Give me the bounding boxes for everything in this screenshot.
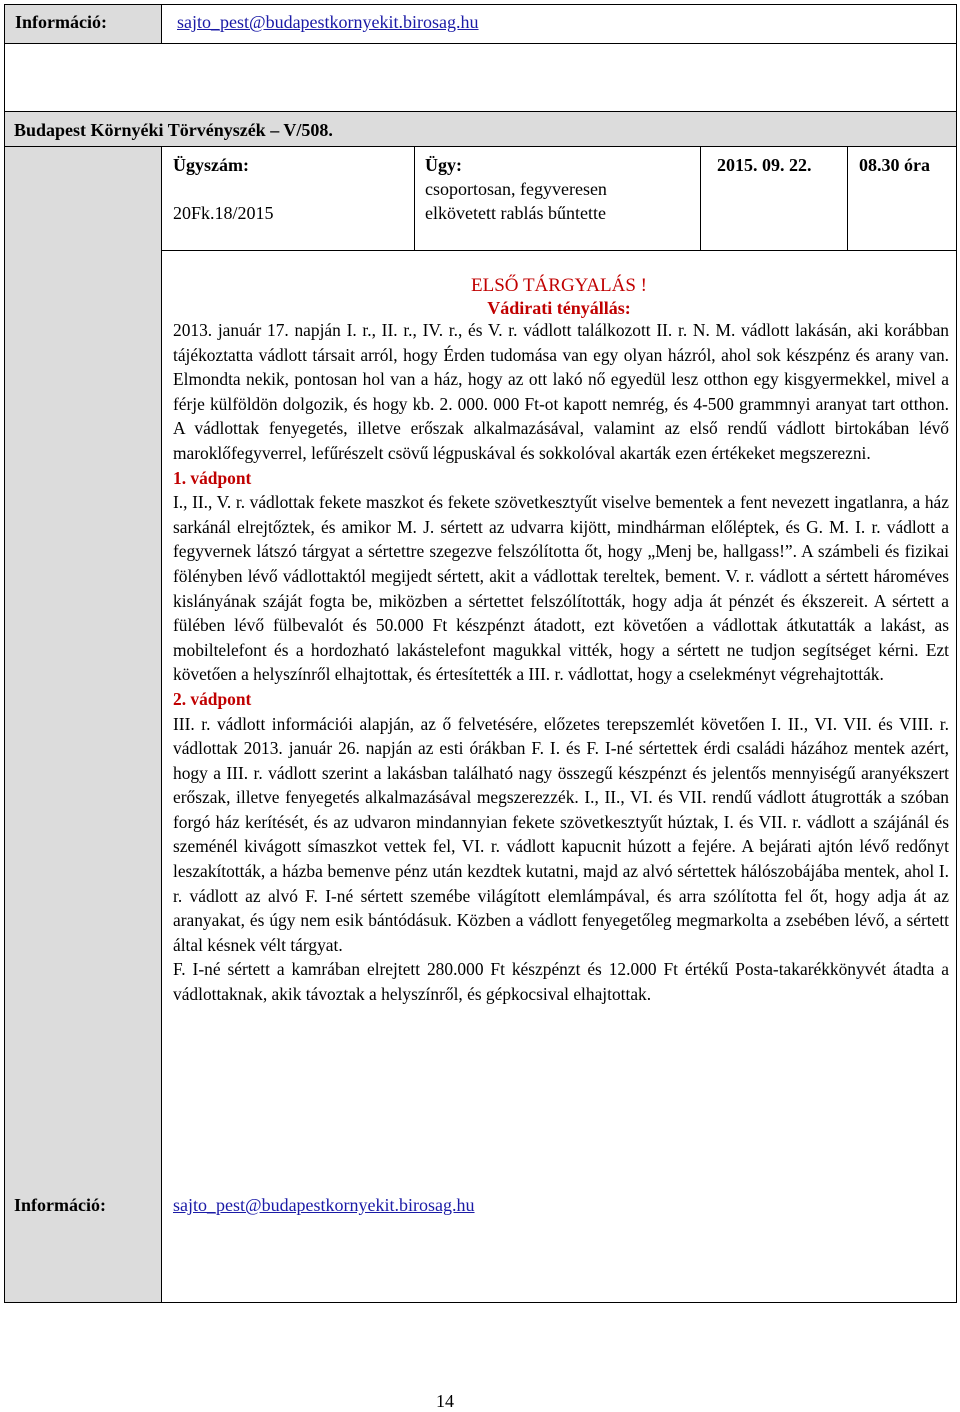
court-name: Budapest Környéki Törvényszék – V/508. bbox=[14, 120, 333, 140]
hearing-date-cell bbox=[701, 147, 848, 251]
top-info-email-cell bbox=[161, 4, 957, 44]
case-subject-line2: elkövetett rablás bűntette bbox=[425, 203, 606, 223]
indictment-title: Vádirati tényállás: bbox=[487, 298, 631, 318]
case-subject-line1: csoportosan, fegyveresen bbox=[425, 179, 607, 199]
top-info-label-cell bbox=[4, 4, 162, 44]
hearing-time: 08.30 óra bbox=[859, 155, 930, 175]
point2-text-a: III. r. vádlott információi alapján, az ő felvetésére, előzetes terepszemlét követően I. II., VI. VII. és VIII. r. vádlottak 2013. január 26. napján az esti órákban F. I. és F. I-né sértettek érdi családi házához mentek azért, hogy a III. r. vádlott szerint a lakásban található nagy összegű készpénzt és jelentős mennyiségű aranyékszert erőszak, illetve fenyegetés alkalmazásával megszerezzék. I., II., VI. és VII. rendű vádlott átugrották a szóban forgó ház kerítését, és az udvaron mindannyian fekete szövetkesztyűt húztak, I. és VII. r. vádlott a szájánál és szeménél kivágott símaszkot vettek fel, VI. r. vádlott kapucnit húzott a fejére. A bejárati ajtón lévő redőnyt leszakították, a házba bemenve pénz után kezdtek kutatni, majd az alvó sértettek hálószobájába mentek, ahol I. r. vádlott az alvó F. I-né sértett szemébe világított elemlámpával, és arra szólította fel őt, hogy adja át az aranyakat, és úgy nem esik bántódásuk. Közben a vádlott fenyegetőleg megmarkolta a zsebében lévő, a sértett által késnek vélt tárgyat. bbox=[173, 713, 949, 955]
first-hearing-notice: ELSŐ TÁRGYALÁS ! bbox=[471, 275, 647, 296]
top-info-label: Információ: bbox=[15, 12, 107, 32]
case-subject-label: Ügy: bbox=[425, 155, 462, 175]
page-number: 14 bbox=[436, 1391, 454, 1411]
case-number-cell bbox=[162, 147, 415, 251]
point2-title: 2. vádpont bbox=[173, 688, 252, 709]
case-number: 20Fk.18/2015 bbox=[173, 203, 274, 223]
top-email-link[interactable]: sajto_pest@budapestkornyekit.birosag.hu bbox=[177, 12, 479, 32]
point2-text-b: F. I-né sértett a kamrában elrejtett 280.000 Ft készpénzt és 12.000 Ft értékű Posta-takarékkönyvét átadta a vádlottaknak, akik távoztak a helyszínről, és gépkocsival elhajtottak. bbox=[173, 959, 949, 1005]
court-row bbox=[5, 111, 956, 147]
left-label-column bbox=[5, 147, 162, 1302]
indictment-intro: 2013. január 17. napján I. r., II. r., IV. r., és V. r. vádlott találkozott II. r. N. M. vádlott lakásán, aki korábban tájékoztatta vádlott társait arról, hogy Érden tudomása van egy olyan házról, ahol sok készpénz és arany van. Elmondta nekik, pontosan hol van a ház, hogy az ott lakó nő egyedül lesz otthon egy kisgyermekkel, mivel a férje külföldön dolgozik, és hogy kb. 2. 000. 000 Ft-ot kapott nemrég, és 4-500 grammnyi aranyat tart otthon. A vádlottak fenyegetés, illetve erőszak alkalmazásával, valamint az első rendű vádlott birtokában lévő maroklőfegyverrel, lefűrészelt csövű légpuskával és sokkolóval akarták ezen értékeket megszerezni. bbox=[173, 320, 949, 463]
point1-title: 1. vádpont bbox=[173, 467, 252, 488]
case-subject-cell bbox=[415, 147, 701, 251]
bottom-info-label: Információ: bbox=[14, 1195, 106, 1215]
indictment-body bbox=[173, 318, 949, 1007]
bottom-email-link[interactable]: sajto_pest@budapestkornyekit.birosag.hu bbox=[173, 1195, 475, 1215]
point1-text: I., II., V. r. vádlottak fekete maszkot és fekete szövetkesztyűt viselve bementek a fent nevezett ingatlanra, a ház sarkánál elrejtőztek, és amikor M. J. sértett az udvarra kijött, mindhárman előléptek, és G. M. I. r. vádlott a fegyvernek látszó tárgyat a sértettre szegezve felszólította őt, hogy „Menj be, hallgass!”. A számbeli és fizikai fölényben lévő vádlottaktól megijedt sértett, akit a vádlottak tereltek, bement. V. r. vádlott a sértett hároméves kislányának száját fogta be, miközben a sértettet felszólították, hogy adja át pénzét és ékszereit. A sértett a fülében lévő fülbevalót és 50.000 Ft készpénzt átadott, ezt követően a vádlottak átkutatták a lakást, as mobiltelefont és a hordozható lakástelefont magukkal vitték, hogy a sértett ne tudjon segítséget kérni. Ezt követően a helyszínről elhajtottak, és értesítették a III. r. vádlottat, hogy a cselekményt végrehajtották. bbox=[173, 492, 949, 685]
hearing-time-cell bbox=[848, 147, 956, 251]
case-number-label: Ügyszám: bbox=[173, 155, 249, 175]
hearing-date: 2015. 09. 22. bbox=[717, 155, 812, 175]
